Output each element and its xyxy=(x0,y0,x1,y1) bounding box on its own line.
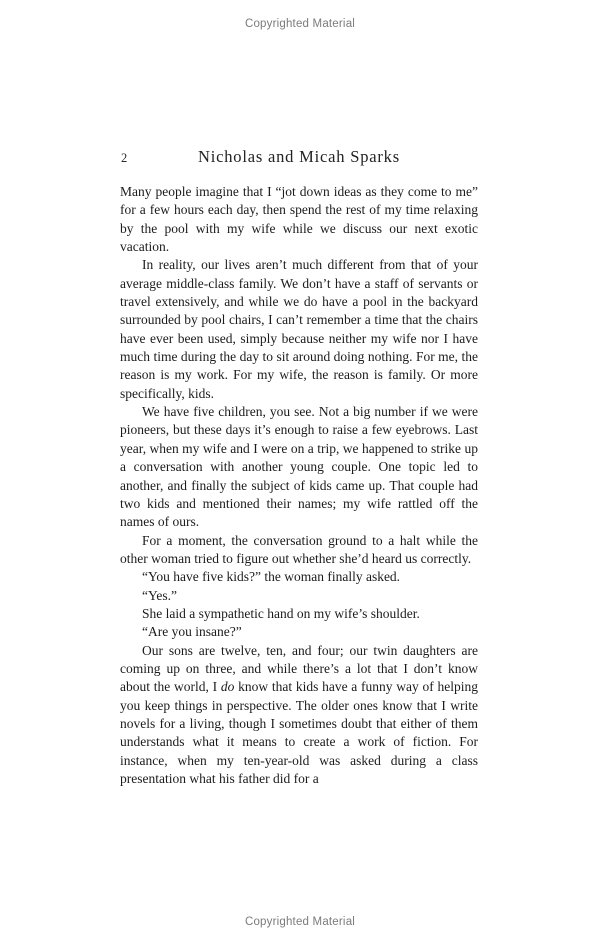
paragraph-1: Many people imagine that I “jot down ideas as they come to me” for a few hours each day, then spend the rest of my time relaxing by the pool with my wife while we discuss our next exotic vacation. xyxy=(120,184,478,255)
paragraph-9-text-after: know that kids have a funny way of helping you keep things in perspective. The older ones know that I write novels for a living, though I sometimes doubt that either of them understands what it means to create a work of fiction. For instance, when my ten-year-old was asked during a class presentation what his father did for a xyxy=(120,679,478,786)
paragraph-9-italic-word: do xyxy=(220,679,235,695)
paragraph-6-dialogue: “Yes.” xyxy=(142,587,178,603)
paragraph-7: She laid a sympathetic hand on my wife’s shoulder. xyxy=(142,605,420,621)
paragraph-8-dialogue: “Are you insane?” xyxy=(142,624,242,640)
page-number: 2 xyxy=(121,151,128,165)
text-block xyxy=(120,183,478,788)
paragraph-3: We have five children, you see. Not a big number if we were pioneers, but these days it’s enough to raise a few eyebrows. Last year, when my wife and I were on a trip, we happened to strike up a conversation with another young couple. One topic led to another, and finally the subject of kids came up. That couple had two kids and mentioned their names; my wife rattled off the names of ours. xyxy=(120,404,478,530)
copyright-notice-top: Copyrighted Material xyxy=(244,18,356,30)
page-header xyxy=(120,147,478,169)
copyright-notice-bottom: Copyrighted Material xyxy=(244,916,356,928)
paragraph-9-text-before: Our sons are twelve, ten, and four; our twin daughters are coming up on three, and while there’s a lot that I don’t know about the world, I xyxy=(120,642,478,695)
paragraph-2: In reality, our lives aren’t much different from that of your average middle-class family. We don’t have a staff of servants or travel extensively, and while we do have a pool in the backyard surrounded by pool chairs, I can’t remember a time that the chairs have ever been used, simply because neither my wife nor I have much time during the day to sit around doing nothing. For me, the reason is my work. For my wife, the reason is family. Or more specifically, kids. xyxy=(120,257,478,401)
paragraph-9 xyxy=(120,642,478,789)
paragraph-5-dialogue: “You have five kids?” the woman finally asked. xyxy=(142,569,401,585)
paragraph-4: For a moment, the conversation ground to a halt while the other woman tried to figure out whether she’d heard us correctly. xyxy=(120,532,478,566)
running-head: Nicholas and Micah Sparks xyxy=(198,147,400,166)
